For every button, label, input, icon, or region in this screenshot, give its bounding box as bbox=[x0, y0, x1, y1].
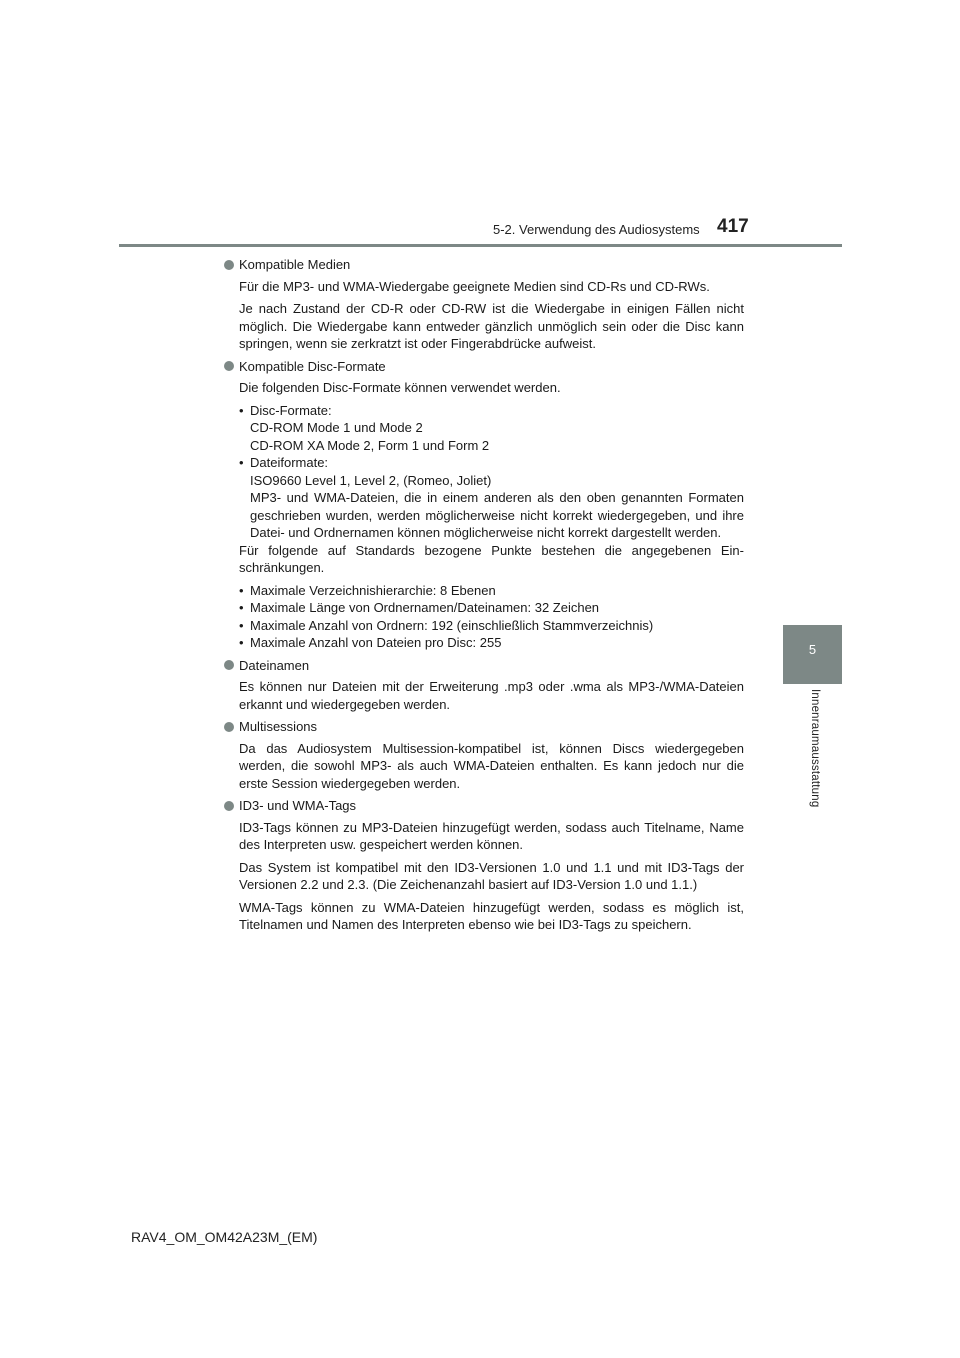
paragraph: Für folgende auf Standards bezogene Punkte bestehen die angegebenen Ein-schränkungen. bbox=[239, 542, 744, 575]
chapter-tab bbox=[783, 625, 842, 684]
paragraph: WMA-Tags können zu WMA-Dateien hinzugefügt werden, sodass es möglich ist, Titelnamen und Namen des Interpreten ebenso wie bei ID3-Tags zu speichern. bbox=[239, 899, 744, 932]
paragraph: Das System ist kompatibel mit den ID3-Versionen 1.0 und 1.1 und mit ID3-Tags der Versionen 2.2 und 2.3. (Die Zeichenanzahl basiert auf ID3-Version 1.0 und 1.1.) bbox=[239, 859, 744, 892]
format-line: ISO9660 Level 1, Level 2, (Romeo, Joliet) bbox=[250, 472, 492, 488]
item-heading-text: Kompatible Medien bbox=[239, 257, 351, 272]
format-label: • Disc-Formate: bbox=[250, 402, 332, 418]
circle-bullet-icon bbox=[224, 801, 234, 811]
item-heading bbox=[223, 256, 744, 274]
section-multisessions bbox=[223, 718, 744, 792]
list-item bbox=[239, 402, 744, 455]
paragraph: Die folgenden Disc-Formate können verwendet werden. bbox=[239, 380, 561, 395]
section-title: 5-2. Verwendung des Audiosystems bbox=[493, 222, 700, 237]
item-heading-text: Multisessions bbox=[239, 719, 318, 734]
circle-bullet-icon bbox=[224, 722, 234, 732]
item-heading bbox=[223, 797, 744, 815]
section-compatible-disc-formats bbox=[223, 358, 744, 652]
paragraph: Je nach Zustand der CD-R oder CD-RW ist die Wiedergabe in einigen Fällen nicht möglich. Die Wiedergabe kann entweder gänzlich unmöglich sein oder die Disc kann springen, wenn sie zerkratzt ist oder Fingerabdrücke aufweist. bbox=[239, 301, 744, 351]
circle-bullet-icon bbox=[224, 660, 234, 670]
item-heading bbox=[223, 358, 744, 376]
format-line: CD-ROM Mode 1 und Mode 2 bbox=[250, 420, 423, 435]
section-id3-wma-tags bbox=[223, 797, 744, 934]
item-heading bbox=[223, 718, 744, 736]
list-item: • Maximale Länge von Ordnernamen/Dateinamen: 32 Zeichen bbox=[239, 599, 744, 617]
paragraph: ID3-Tags können zu MP3-Dateien hinzugefügt werden, sodass auch Titelname, Name des Interpreten usw. gespeichert werden können. bbox=[239, 819, 744, 852]
format-list bbox=[239, 402, 744, 542]
header-divider bbox=[119, 244, 842, 247]
paragraph: Da das Audiosystem Multisession-kompatibel ist, können Discs wiedergegeben werden, die sowohl MP3- als auch WMA-Dateien enthalten. Es kann jedoch nur die erste Session wiedergegeben werden. bbox=[239, 740, 744, 791]
section-file-names bbox=[223, 657, 744, 714]
format-label: • Dateiformate: bbox=[250, 455, 329, 470]
section-compatible-media bbox=[223, 256, 744, 353]
chapter-label: Innenraumausstattung bbox=[809, 689, 821, 808]
page-number: 417 bbox=[717, 216, 749, 237]
main-content bbox=[223, 256, 744, 939]
list-item: • Maximale Anzahl von Dateien pro Disc: 255 bbox=[239, 634, 744, 652]
format-line: MP3- und WMA-Dateien, die in einem anderen als den oben genannten Formaten geschrieben wurden, werden möglicherweise nicht korrekt wiedergegeben, und ihre Datei- und Ordnernamen können möglicherweise nicht korrekt dargestellt werden. bbox=[250, 490, 744, 540]
paragraph: Es können nur Dateien mit der Erweiterung .mp3 oder .wma als MP3-/WMA-Dateien erkannt und wiedergegeben werden. bbox=[239, 679, 744, 712]
item-heading-text: Kompatible Disc-Formate bbox=[239, 358, 386, 374]
item-heading-text: ID3- und WMA-Tags bbox=[239, 798, 357, 813]
list-item: • Maximale Anzahl von Ordnern: 192 (einschließlich Stammverzeichnis) bbox=[239, 617, 744, 635]
list-item bbox=[239, 454, 744, 542]
chapter-number: 5 bbox=[808, 642, 817, 657]
format-line: CD-ROM XA Mode 2, Form 1 und Form 2 bbox=[250, 437, 490, 453]
item-heading bbox=[223, 657, 744, 675]
list-item: • Maximale Verzeichnishierarchie: 8 Ebenen bbox=[239, 582, 744, 600]
paragraph: Für die MP3- und WMA-Wiedergabe geeignete Medien sind CD-Rs und CD-RWs. bbox=[239, 278, 710, 294]
restriction-list bbox=[239, 582, 744, 652]
item-heading-text: Dateinamen bbox=[239, 657, 310, 673]
model-code: RAV4_OM_OM42A23M_(EM) bbox=[131, 1229, 318, 1245]
circle-bullet-icon bbox=[224, 361, 234, 371]
circle-bullet-icon bbox=[224, 260, 234, 270]
